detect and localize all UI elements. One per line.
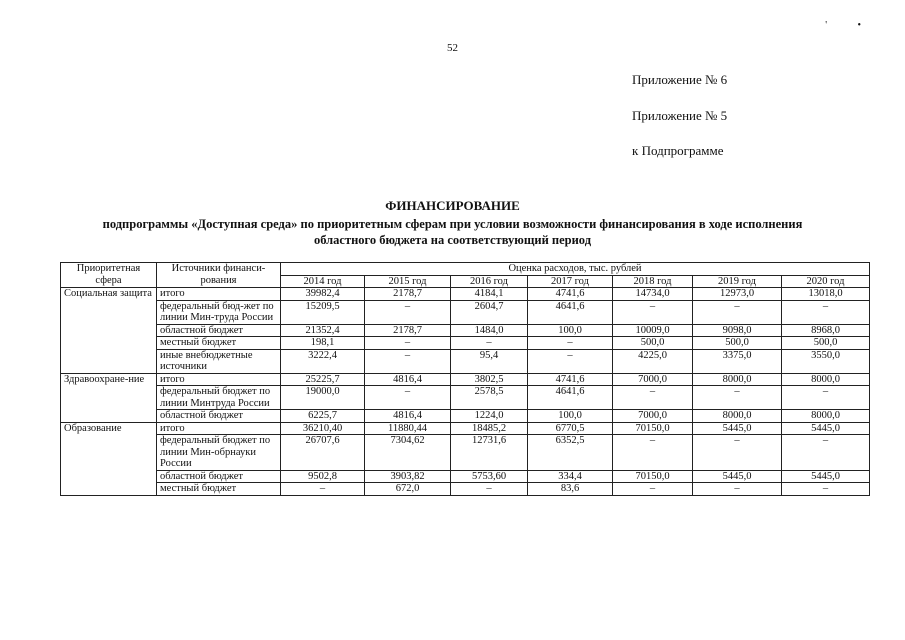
value-cell: – bbox=[451, 337, 528, 350]
value-cell: – bbox=[528, 337, 613, 350]
source-cell: областной бюджет bbox=[157, 410, 281, 423]
appendix-line-3: к Подпрограмме bbox=[632, 143, 724, 158]
value-cell: 500,0 bbox=[693, 337, 782, 350]
value-cell: – bbox=[693, 386, 782, 410]
header-year: 2015 год bbox=[365, 275, 451, 288]
value-cell: – bbox=[693, 435, 782, 471]
document-title: ФИНАНСИРОВАНИЕ bbox=[385, 198, 520, 213]
table-body bbox=[61, 288, 870, 496]
value-cell: 6770,5 bbox=[528, 422, 613, 435]
sphere-cell: Здравоохране-ние bbox=[61, 373, 157, 422]
value-cell: 6225,7 bbox=[281, 410, 365, 423]
value-cell: – bbox=[613, 483, 693, 496]
value-cell: 8000,0 bbox=[693, 373, 782, 386]
value-cell: – bbox=[613, 386, 693, 410]
value-cell: 70150,0 bbox=[613, 422, 693, 435]
value-cell: 500,0 bbox=[613, 337, 693, 350]
value-cell: 7000,0 bbox=[613, 410, 693, 423]
table-row bbox=[61, 288, 870, 301]
table-row bbox=[61, 300, 870, 324]
source-cell: иные внебюджетные источники bbox=[157, 349, 281, 373]
value-cell: 7304,62 bbox=[365, 435, 451, 471]
value-cell: 4641,6 bbox=[528, 300, 613, 324]
value-cell: – bbox=[528, 349, 613, 373]
value-cell: 1224,0 bbox=[451, 410, 528, 423]
value-cell: 5445,0 bbox=[782, 470, 870, 483]
value-cell: 2578,5 bbox=[451, 386, 528, 410]
table-row bbox=[61, 337, 870, 350]
header-year: 2020 год bbox=[782, 275, 870, 288]
page-number: 52 bbox=[447, 42, 458, 54]
table-row bbox=[61, 386, 870, 410]
value-cell: 100,0 bbox=[528, 324, 613, 337]
value-cell: 4641,6 bbox=[528, 386, 613, 410]
value-cell: 4741,6 bbox=[528, 288, 613, 301]
value-cell: 19000,0 bbox=[281, 386, 365, 410]
value-cell: – bbox=[782, 300, 870, 324]
source-cell: итого bbox=[157, 422, 281, 435]
source-cell: областной бюджет bbox=[157, 324, 281, 337]
value-cell: 9098,0 bbox=[693, 324, 782, 337]
value-cell: 95,4 bbox=[451, 349, 528, 373]
source-cell: итого bbox=[157, 373, 281, 386]
value-cell: 2604,7 bbox=[451, 300, 528, 324]
value-cell: 8968,0 bbox=[782, 324, 870, 337]
value-cell: 13018,0 bbox=[782, 288, 870, 301]
header-year: 2016 год bbox=[451, 275, 528, 288]
value-cell: – bbox=[613, 300, 693, 324]
value-cell: 10009,0 bbox=[613, 324, 693, 337]
value-cell: 4741,6 bbox=[528, 373, 613, 386]
value-cell: 4816,4 bbox=[365, 410, 451, 423]
table-row bbox=[61, 435, 870, 471]
financing-table bbox=[60, 262, 870, 496]
value-cell: 2178,7 bbox=[365, 288, 451, 301]
value-cell: 12731,6 bbox=[451, 435, 528, 471]
value-cell: 3802,5 bbox=[451, 373, 528, 386]
appendix-line-2: Приложение № 5 bbox=[632, 108, 728, 123]
value-cell: 12973,0 bbox=[693, 288, 782, 301]
value-cell: 4816,4 bbox=[365, 373, 451, 386]
table-row bbox=[61, 410, 870, 423]
value-cell: 5445,0 bbox=[693, 470, 782, 483]
source-cell: итого bbox=[157, 288, 281, 301]
value-cell: 5445,0 bbox=[782, 422, 870, 435]
corner-marks: ' • bbox=[825, 20, 875, 31]
source-cell: местный бюджет bbox=[157, 337, 281, 350]
header-year: 2018 год bbox=[613, 275, 693, 288]
value-cell: 36210,40 bbox=[281, 422, 365, 435]
value-cell: 8000,0 bbox=[782, 410, 870, 423]
value-cell: – bbox=[693, 300, 782, 324]
value-cell: 3222,4 bbox=[281, 349, 365, 373]
table-row bbox=[61, 422, 870, 435]
value-cell: 3375,0 bbox=[693, 349, 782, 373]
value-cell: – bbox=[281, 483, 365, 496]
sphere-cell: Образование bbox=[61, 422, 157, 495]
value-cell: 500,0 bbox=[782, 337, 870, 350]
source-cell: федеральный бюджет по линии Минтруда России bbox=[157, 386, 281, 410]
document-subtitle: подпрограммы «Доступная среда» по приоритетным сферам при условии возможности финансирования в ходе исполнения областного бюджета на соответствующий период bbox=[102, 217, 803, 247]
value-cell: 2178,7 bbox=[365, 324, 451, 337]
value-cell: – bbox=[613, 435, 693, 471]
source-cell: федеральный бюджет по линии Мин-обрнауки России bbox=[157, 435, 281, 471]
value-cell: 1484,0 bbox=[451, 324, 528, 337]
table-row bbox=[61, 373, 870, 386]
value-cell: 334,4 bbox=[528, 470, 613, 483]
value-cell: 83,6 bbox=[528, 483, 613, 496]
value-cell: – bbox=[782, 483, 870, 496]
value-cell: 7000,0 bbox=[613, 373, 693, 386]
table-row bbox=[61, 483, 870, 496]
value-cell: 25225,7 bbox=[281, 373, 365, 386]
value-cell: 26707,6 bbox=[281, 435, 365, 471]
value-cell: 15209,5 bbox=[281, 300, 365, 324]
value-cell: 8000,0 bbox=[782, 373, 870, 386]
source-cell: областной бюджет bbox=[157, 470, 281, 483]
value-cell: – bbox=[365, 349, 451, 373]
value-cell: – bbox=[451, 483, 528, 496]
value-cell: 9502,8 bbox=[281, 470, 365, 483]
sphere-cell: Социальная защита bbox=[61, 288, 157, 374]
value-cell: 672,0 bbox=[365, 483, 451, 496]
value-cell: – bbox=[693, 483, 782, 496]
value-cell: – bbox=[365, 300, 451, 324]
value-cell: 100,0 bbox=[528, 410, 613, 423]
value-cell: 5753,60 bbox=[451, 470, 528, 483]
header-source: Источники финанси-рования bbox=[157, 263, 281, 288]
value-cell: 3903,82 bbox=[365, 470, 451, 483]
value-cell: 39982,4 bbox=[281, 288, 365, 301]
table-row bbox=[61, 324, 870, 337]
value-cell: – bbox=[782, 435, 870, 471]
value-cell: – bbox=[365, 337, 451, 350]
source-cell: федеральный бюд-жет по линии Мин-труда России bbox=[157, 300, 281, 324]
header-year: 2014 год bbox=[281, 275, 365, 288]
value-cell: 4225,0 bbox=[613, 349, 693, 373]
value-cell: 4184,1 bbox=[451, 288, 528, 301]
value-cell: 6352,5 bbox=[528, 435, 613, 471]
source-cell: местный бюджет bbox=[157, 483, 281, 496]
header-year: 2019 год bbox=[693, 275, 782, 288]
table-row bbox=[61, 349, 870, 373]
value-cell: 11880,44 bbox=[365, 422, 451, 435]
value-cell: 8000,0 bbox=[693, 410, 782, 423]
value-cell: 70150,0 bbox=[613, 470, 693, 483]
header-year: 2017 год bbox=[528, 275, 613, 288]
table-row bbox=[61, 470, 870, 483]
header-estimate: Оценка расходов, тыс. рублей bbox=[281, 263, 870, 276]
value-cell: 18485,2 bbox=[451, 422, 528, 435]
value-cell: 3550,0 bbox=[782, 349, 870, 373]
value-cell: 21352,4 bbox=[281, 324, 365, 337]
value-cell: – bbox=[782, 386, 870, 410]
value-cell: 5445,0 bbox=[693, 422, 782, 435]
appendix-line-1: Приложение № 6 bbox=[632, 72, 728, 87]
value-cell: 14734,0 bbox=[613, 288, 693, 301]
header-sphere: Приоритетная сфера bbox=[61, 263, 157, 288]
value-cell: – bbox=[365, 386, 451, 410]
value-cell: 198,1 bbox=[281, 337, 365, 350]
